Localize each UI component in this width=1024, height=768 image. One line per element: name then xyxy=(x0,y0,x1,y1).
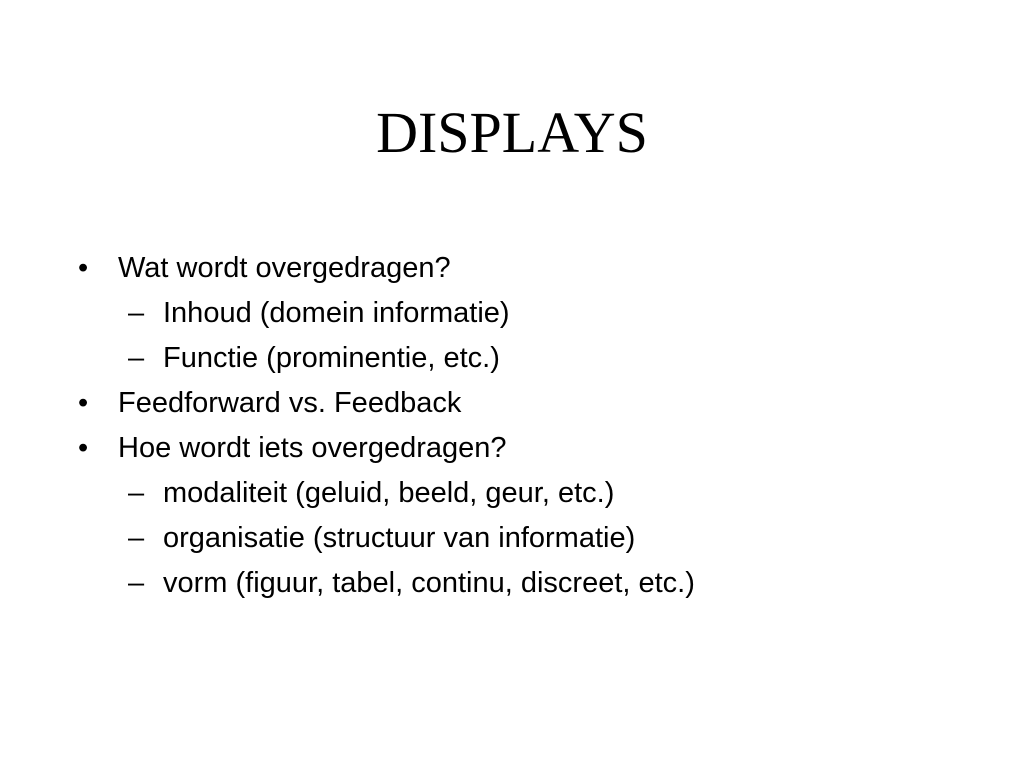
bullet-text: Wat wordt overgedragen? xyxy=(118,252,451,284)
sub-bullet-text: vorm (figuur, tabel, continu, discreet, etc.) xyxy=(163,567,695,599)
dash-marker: – xyxy=(128,297,145,329)
sub-bullet-item xyxy=(0,336,1024,381)
bullet-marker: • xyxy=(78,387,89,419)
dash-marker: – xyxy=(128,477,145,509)
dash-marker: – xyxy=(128,567,145,599)
sub-bullet-item xyxy=(0,561,1024,606)
bullet-item xyxy=(0,246,1024,291)
sub-bullet-text: Inhoud (domein informatie) xyxy=(163,297,510,329)
sub-bullet-text: organisatie (structuur van informatie) xyxy=(163,522,636,554)
bullet-marker: • xyxy=(78,252,89,284)
sub-bullet-item xyxy=(0,516,1024,561)
sub-bullet-text: modaliteit (geluid, beeld, geur, etc.) xyxy=(163,477,615,509)
bullet-item xyxy=(0,426,1024,471)
bullet-marker: • xyxy=(78,432,89,464)
bullet-text: Feedforward vs. Feedback xyxy=(118,387,462,419)
sub-bullet-text: Functie (prominentie, etc.) xyxy=(163,342,500,374)
slide-title: DISPLAYS xyxy=(376,100,648,165)
bullet-text: Hoe wordt iets overgedragen? xyxy=(118,432,507,464)
sub-bullet-item xyxy=(0,471,1024,516)
bullet-item xyxy=(0,381,1024,426)
bullet-list xyxy=(0,246,1024,606)
sub-bullet-item xyxy=(0,291,1024,336)
dash-marker: – xyxy=(128,522,145,554)
dash-marker: – xyxy=(128,342,145,374)
